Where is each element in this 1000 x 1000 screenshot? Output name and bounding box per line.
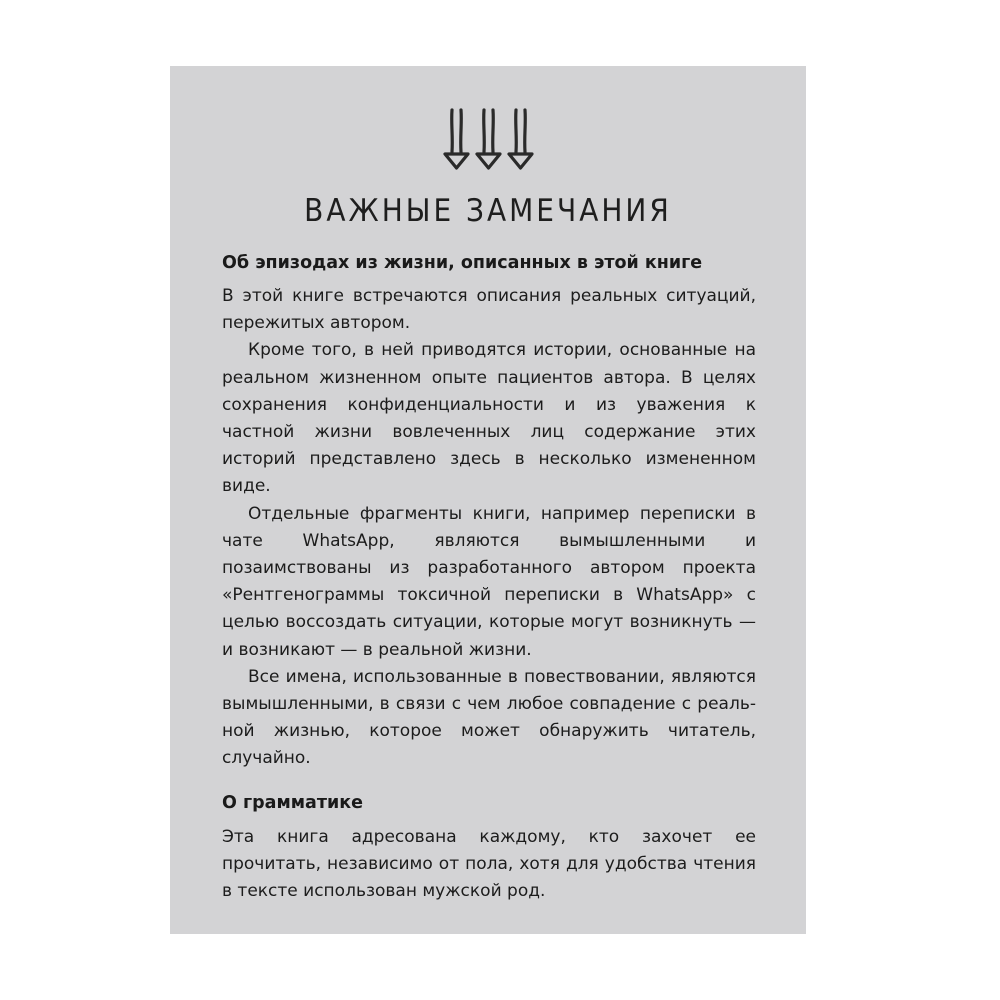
paragraph: Отдельные фрагменты книги, например переписки в чате WhatsApp, являются вымышленными и позаимствованы из разработанного автором проекта «Рентгенограммы токсичной переписки в WhatsApp» с целью воссоздать ситуации, которые могут возникнуть — и возникают — в реальной жизни. (222, 503, 756, 660)
chapter-title: ВАЖНЫЕ ЗАМЕЧАНИЯ (304, 192, 672, 229)
section-heading-episodes: Об эпизодах из жизни, описанных в этой книге (222, 253, 703, 273)
page-content (222, 250, 756, 905)
paragraph: Кроме того, в ней приводятся истории, основанные на реальном жизненном опыте пациентов автора. В целях сохранения конфиденциальности и из уважения к частной жизни вовлеченных лиц содержание этих историй представлено здесь в несколько измененном виде. (222, 340, 756, 497)
paragraph: В этой книге встречаются описания реальных ситуаций, пережитых автором. (222, 286, 756, 334)
paragraph: Эта книга адресована каждому, кто захочет ее прочитать, независимо от пола, хотя для удобства чтения в тексте использован мужской род. (222, 826, 756, 902)
section-heading-grammar: О грамматике (222, 792, 364, 813)
book-page (170, 66, 806, 934)
three-down-arrows-icon (439, 106, 539, 176)
paragraph: Все имена, использованные в повествовании, являются вымышленными, в связи с чем любое совпадение с реальной жизнью, которое может обнаружить читатель, случайно. (222, 666, 756, 769)
